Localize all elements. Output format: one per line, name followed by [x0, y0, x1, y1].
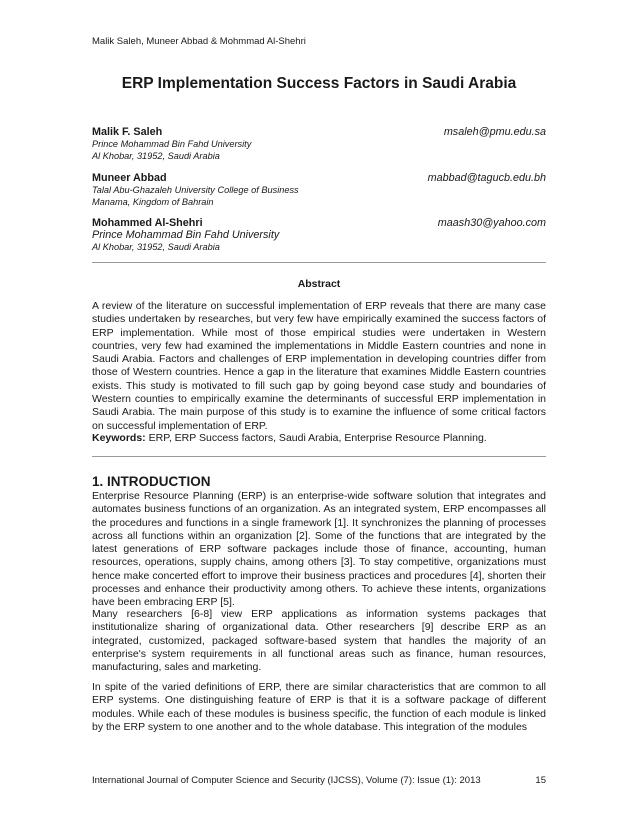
author-name: Muneer Abbad	[92, 172, 167, 184]
author-address: Al Khobar, 31952, Saudi Arabia	[92, 242, 220, 252]
author-email: maash30@yahoo.com	[437, 217, 546, 229]
author-affiliation: Prince Mohammad Bin Fahd University	[92, 139, 252, 149]
keywords	[92, 432, 546, 445]
author-email: msaleh@pmu.edu.sa	[443, 126, 546, 138]
body-paragraph: Many researchers [6-8] view ERP applications as information systems packages that institutionalize sharing of organizational data. Other researchers [9] describe ERP as an integrated, customized, packaged software-based system that handles the majority of an enterprise's system requirements in all functional areas such as finance, human resources, manufacturing, sales and marketing.	[92, 608, 546, 674]
author-block-3	[92, 217, 546, 253]
author-block-1	[92, 126, 546, 162]
body-paragraph: In spite of the varied definitions of ERP, there are similar characteristics that are common to all ERP systems. One distinguishing feature of ERP is that it is a software package of different modules. While each of these modules is business specific, the function of each module is linked by the ERP system to one another and to the whole database. This integration of the modules	[92, 681, 546, 733]
abstract-heading: Abstract	[297, 278, 341, 290]
divider-rule	[92, 456, 546, 457]
divider-rule	[92, 262, 546, 263]
author-address: Al Khobar, 31952, Saudi Arabia	[92, 151, 220, 161]
body-paragraph: Enterprise Resource Planning (ERP) is an enterprise-wide software solution that integrates and automates business functions of an organization. As an integrated system, ERP encompasses all the procedures and functions in a single framework [1]. It synchronizes the planning of processes across all functions within an organization [2]. Some of the functions that are integrated by the latest generations of ERP software packages include those of finance, accounting, human resources, operations, supply chains, among others [3]. To stay competitive, organizations must hence make concerted effort to improve their business practices and procedures [4], shorten their processes and enhance their productivity among others. To achieve these intents, organizations have been embracing ERP [5].	[92, 490, 546, 609]
abstract-text: A review of the literature on successful implementation of ERP reveals that there are many case studies undertaken by researches, but very few have empirically examined the success factors of ERP implementation. While most of those empirical studies were undertaken in Western countries, very few had examined the implementations in Middle Eastern countries and none in Saudi Arabia. Factors and challenges of ERP implementation in developing countries differ from those of Western countries. Hence a gap in the literature that examines Middle Eastern countries exists. This study is motivated to fill such gap by going beyond case study and boundaries of Western counties to empirically examine the determinants of successful ERP implementation in Saudi Arabia. The main purpose of this study is to examine the influence of some critical factors on successful implementation of ERP.	[92, 300, 546, 432]
author-affiliation: Talal Abu-Ghazaleh University College of Business	[92, 185, 299, 195]
running-head: Malik Saleh, Muneer Abbad & Mohmmad Al-Shehri	[92, 36, 306, 47]
section-heading: 1. INTRODUCTION	[92, 474, 211, 489]
author-name: Malik F. Saleh	[92, 126, 163, 138]
page-footer	[92, 775, 546, 786]
author-block-2	[92, 172, 546, 208]
author-email: mabbad@tagucb.edu.bh	[427, 172, 546, 184]
journal-citation: International Journal of Computer Science and Security (IJCSS), Volume (7): Issue (1): 2013	[92, 775, 481, 786]
author-name: Mohammed Al-Shehri	[92, 217, 203, 229]
keywords-text: ERP, ERP Success factors, Saudi Arabia, Enterprise Resource Planning.	[145, 432, 487, 444]
paper-title: ERP Implementation Success Factors in Saudi Arabia	[121, 75, 517, 92]
keywords-label: Keywords:	[92, 432, 146, 444]
page-number: 15	[535, 775, 546, 786]
author-address: Manama, Kingdom of Bahrain	[92, 197, 214, 207]
author-affiliation: Prince Mohammad Bin Fahd University	[92, 229, 280, 241]
